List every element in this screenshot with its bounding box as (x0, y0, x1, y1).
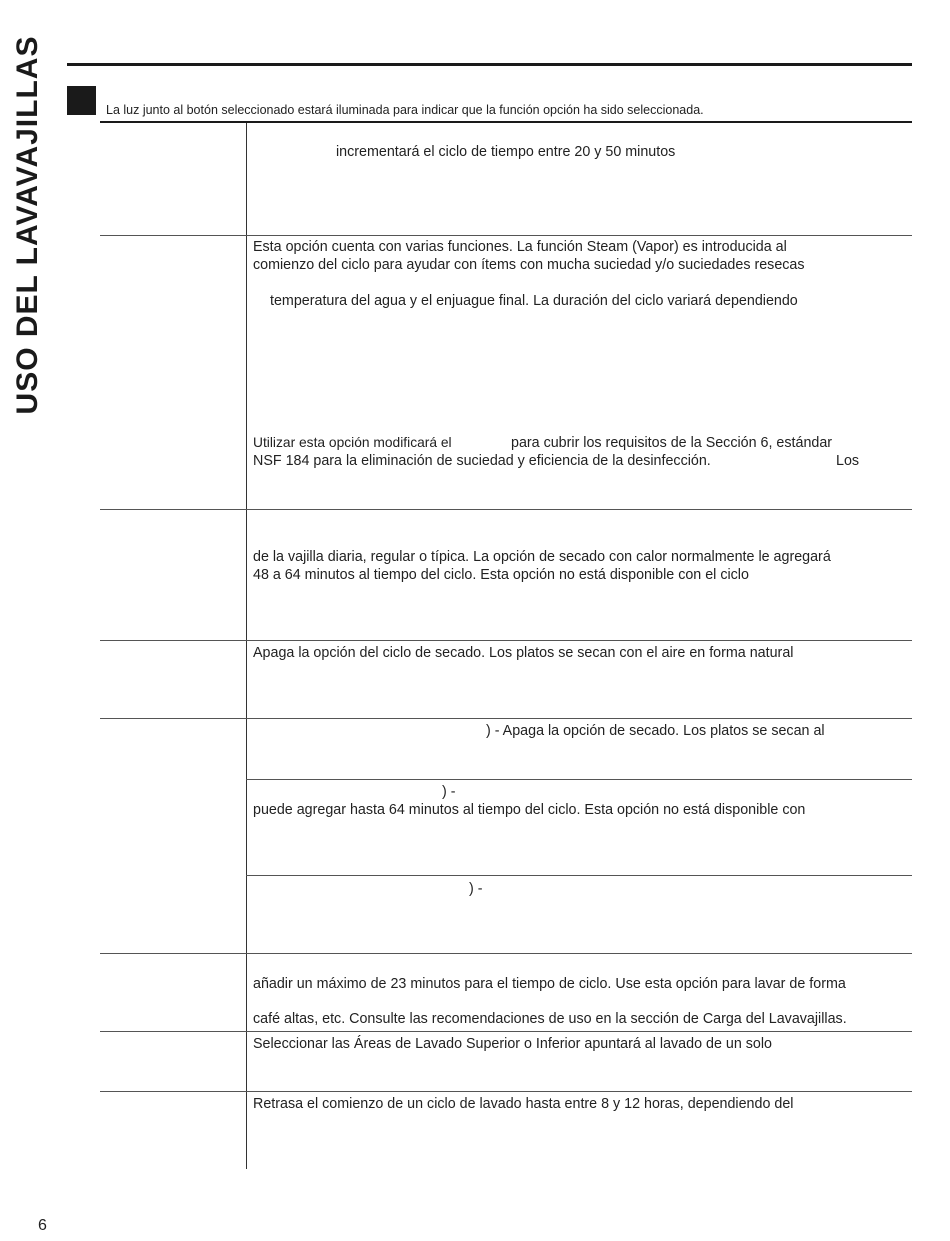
row-text: ) - Apaga la opción de secado. Los platos se secan al (486, 723, 825, 739)
column-divider (246, 123, 247, 1169)
row-text: de la vajilla diaria, regular o típica. La opción de secado con calor normalmente le agregará (253, 549, 831, 565)
row-text: ) - (442, 784, 456, 800)
row-text: ) - (469, 881, 483, 897)
side-section-title: USO DEL LAVAVAJILLAS (11, 35, 44, 415)
row-divider (100, 235, 912, 236)
row-divider (100, 509, 912, 510)
row-text: para cubrir los requisitos de la Sección 6, estándar (511, 435, 833, 451)
row-divider (100, 1031, 912, 1032)
row-text: NSF 184 para la eliminación de suciedad y eficiencia de la desinfección. (253, 453, 711, 469)
row-text: Los (836, 453, 860, 469)
row-divider (100, 640, 912, 641)
row-text: incrementará el ciclo de tiempo entre 20 y 50 minutos (336, 144, 676, 160)
table-top-rule (100, 121, 912, 123)
row-text: Apaga la opción del ciclo de secado. Los platos se secan con el aire en forma natural (253, 645, 794, 661)
intro-text: La luz junto al botón seleccionado estará iluminada para indicar que la función opción ha sido seleccionada. (106, 103, 704, 117)
row-text: Seleccionar las Áreas de Lavado Superior o Inferior apuntará al lavado de un solo (253, 1036, 772, 1052)
row-text: temperatura del agua y el enjuague final. La duración del ciclo variará dependiendo (270, 293, 798, 309)
row-text: Esta opción cuenta con varias funciones. La función Steam (Vapor) es introducida al (253, 239, 787, 255)
row-text: añadir un máximo de 23 minutos para el tiempo de ciclo. Use esta opción para lavar de forma (253, 976, 846, 992)
row-divider (100, 718, 912, 719)
row-text: puede agregar hasta 64 minutos al tiempo del ciclo. Esta opción no está disponible con (253, 802, 806, 818)
row-text: 48 a 64 minutos al tiempo del ciclo. Esta opción no está disponible con el ciclo (253, 567, 749, 583)
bullet-square (67, 86, 96, 115)
row-divider (100, 953, 912, 954)
row-text: comienzo del ciclo para ayudar con ítems con mucha suciedad y/o suciedades resecas (253, 257, 805, 273)
row-text: Utilizar esta opción modificará el (253, 435, 452, 450)
sub-row-divider (246, 779, 912, 780)
row-divider (100, 1091, 912, 1092)
row-text: Retrasa el comienzo de un ciclo de lavado hasta entre 8 y 12 horas, dependiendo del (253, 1096, 794, 1112)
page-number: 6 (38, 1217, 47, 1234)
sub-row-divider (246, 875, 912, 876)
top-rule (67, 63, 912, 66)
row-text: café altas, etc. Consulte las recomendaciones de uso en la sección de Carga del Lavavajillas. (253, 1011, 847, 1027)
